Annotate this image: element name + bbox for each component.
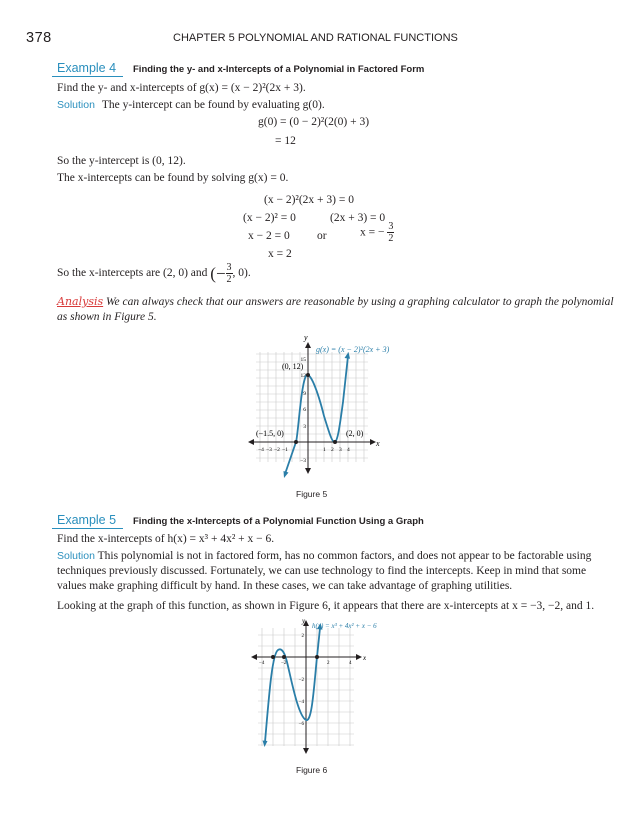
example-5-graph-text: Looking at the graph of this function, as shown in Figure 6, it appears that there are x-intercepts at x = −3, −2, and 1. [57, 600, 595, 612]
point-minus-2-0 [282, 655, 286, 659]
point-minus-1.5-0 [294, 440, 298, 444]
figure-5-curve [285, 356, 348, 474]
analysis-line-2: as shown in Figure 5. [57, 311, 157, 323]
analysis-line-1: We can always check that our answers are reasonable by using a graphing calculator to graph the polynomial [106, 296, 614, 308]
analysis-block [57, 294, 614, 325]
solution-5-label: Solution [57, 550, 95, 562]
point-2-0 [333, 440, 337, 444]
fraction-three-halves [387, 221, 394, 244]
fig5-y-tick: 3 [303, 424, 306, 430]
label-point-2-0: (2, 0) [346, 429, 364, 438]
figure-6-x-label: x [363, 654, 367, 662]
figure-5-y-arrow-bottom [305, 468, 311, 474]
fig5-x-tick: −1 [282, 447, 288, 453]
solve-2-prefix: x = − [360, 226, 385, 239]
fraction-numerator: 3 [388, 221, 394, 232]
figure-6-curve-arrow-bottom [263, 741, 268, 748]
point-minus-3-0 [271, 655, 275, 659]
fig5-y-tick: 12 [300, 373, 306, 379]
figure-5-x-arrow-left [248, 439, 254, 445]
x-intercepts-prefix: So the x-intercepts are (2, 0) and [57, 267, 208, 279]
fig6-x-tick: 4 [349, 661, 352, 666]
figure-5-x-label: x [376, 439, 380, 448]
chapter-prefix: CHAPTER 5 [173, 32, 235, 44]
chapter-title: POLYNOMIAL AND RATIONAL FUNCTIONS [237, 32, 458, 44]
fraction-denominator: 2 [388, 233, 394, 244]
example-4-solution [57, 98, 325, 113]
example-5-solution [57, 549, 592, 594]
solution-label: Solution [57, 99, 95, 111]
equation-g0-result: = 12 [275, 135, 296, 147]
pair-close: , 0). [232, 267, 251, 279]
fig6-y-tick: −2 [298, 678, 304, 683]
fig5-x-tick: 1 [323, 447, 326, 453]
fig5-y-tick: 9 [303, 391, 306, 397]
solution-text: The y-intercept can be found by evaluating g(0). [101, 99, 325, 111]
fig5-x-tick: 3 [339, 447, 342, 453]
figure-5-y-ticks [300, 357, 306, 464]
equation-solve-2 [360, 221, 394, 244]
solution-5-line-2: techniques previously discussed. Fortunately, we can use technology to find the intercepts. Keep in mind that some [57, 565, 587, 577]
figure-6-x-arrow-left [251, 654, 257, 660]
label-point-0-12: (0, 12) [282, 362, 304, 371]
point-0-12 [306, 373, 310, 377]
fig6-y-tick: −4 [298, 700, 304, 705]
fig5-x-tick: 4 [347, 447, 350, 453]
intercept-fraction-denominator: 2 [226, 274, 232, 285]
example-5-title: Finding the x-Intercepts of a Polynomial Function Using a Graph [133, 516, 424, 527]
figure-6-y-arrow-bottom [303, 748, 309, 754]
figure-5-caption: Figure 5 [296, 489, 328, 499]
figure-5-function-label: g(x) = (x − 2)²(2x + 3) [316, 345, 390, 354]
fig6-y-tick: −6 [298, 722, 304, 727]
fig6-x-tick: 2 [327, 661, 330, 666]
figure-5-y-arrow [305, 342, 311, 348]
solution-5-line-1: This polynomial is not in factored form, has no common factors, and does not appear to be factorable using [97, 550, 592, 562]
figure-6-y-label: y [302, 617, 306, 625]
figure-6-function-label: h(x) = x³ + 4x² + x − 6 [312, 622, 377, 630]
x-intercept-intro: The x-intercepts can be found by solving g(x) = 0. [57, 172, 289, 184]
point-1-0 [315, 655, 319, 659]
equation-factored: (x − 2)²(2x + 3) = 0 [264, 194, 354, 206]
y-intercept-statement: So the y-intercept is (0, 12). [57, 155, 186, 167]
figure-5-graph [240, 332, 390, 482]
intercept-fraction [226, 262, 233, 285]
example-4-problem: Find the y- and x-intercepts of g(x) = (x − 2)²(2x + 3). [57, 82, 306, 94]
fig5-x-tick: −3 [266, 447, 272, 453]
pair-open: (− [210, 264, 226, 283]
label-point-minus-1.5-0: (−1.5, 0) [256, 429, 284, 438]
equation-g0: g(0) = (0 − 2)²(2(0) + 3) [258, 116, 370, 128]
example-4-title: Finding the y- and x-Intercepts of a Polynomial in Factored Form [133, 64, 425, 75]
equation-x-equals-2: x = 2 [268, 248, 292, 260]
page-number: 378 [26, 30, 52, 46]
example-5-problem: Find the x-intercepts of h(x) = x³ + 4x² + x − 6. [57, 533, 275, 545]
equation-factor-1: (x − 2)² = 0 [243, 212, 296, 224]
fig5-x-tick: −4 [258, 447, 264, 453]
figure-5-y-label: y [304, 333, 308, 342]
fig5-y-tick: 15 [300, 357, 306, 363]
or-word: or [317, 230, 327, 242]
example-5-label: Example 5 [57, 513, 117, 527]
figure-5-curve-arrow-bottom [284, 471, 289, 478]
fig6-y-tick: 2 [301, 634, 304, 639]
example-4-label: Example 4 [57, 61, 117, 75]
analysis-label: Analysis [57, 295, 104, 308]
fig6-x-tick: −2 [281, 661, 287, 666]
figure-5-grid [256, 352, 368, 462]
figure-6-x-arrow [356, 654, 362, 660]
solution-5-line-3: values make graphing difficult by hand. In these cases, we can take advantage of graphing utilities. [57, 580, 513, 592]
example-5-underline [52, 528, 123, 529]
fig5-x-tick: −2 [274, 447, 280, 453]
equation-factor-2: (2x + 3) = 0 [330, 212, 386, 224]
figure-6-caption: Figure 6 [296, 765, 328, 775]
x-intercepts-statement [57, 262, 251, 285]
figure-6-graph [250, 616, 380, 758]
fig6-x-tick: −4 [259, 661, 265, 666]
chapter-header [173, 32, 458, 44]
example-4-underline [52, 76, 123, 77]
intercept-fraction-numerator: 3 [226, 262, 232, 273]
equation-solve-1: x − 2 = 0 [248, 230, 290, 242]
fig5-y-tick: 6 [303, 407, 306, 413]
fig5-x-tick: 2 [331, 447, 334, 453]
fig5-y-tick: −3 [300, 458, 306, 464]
